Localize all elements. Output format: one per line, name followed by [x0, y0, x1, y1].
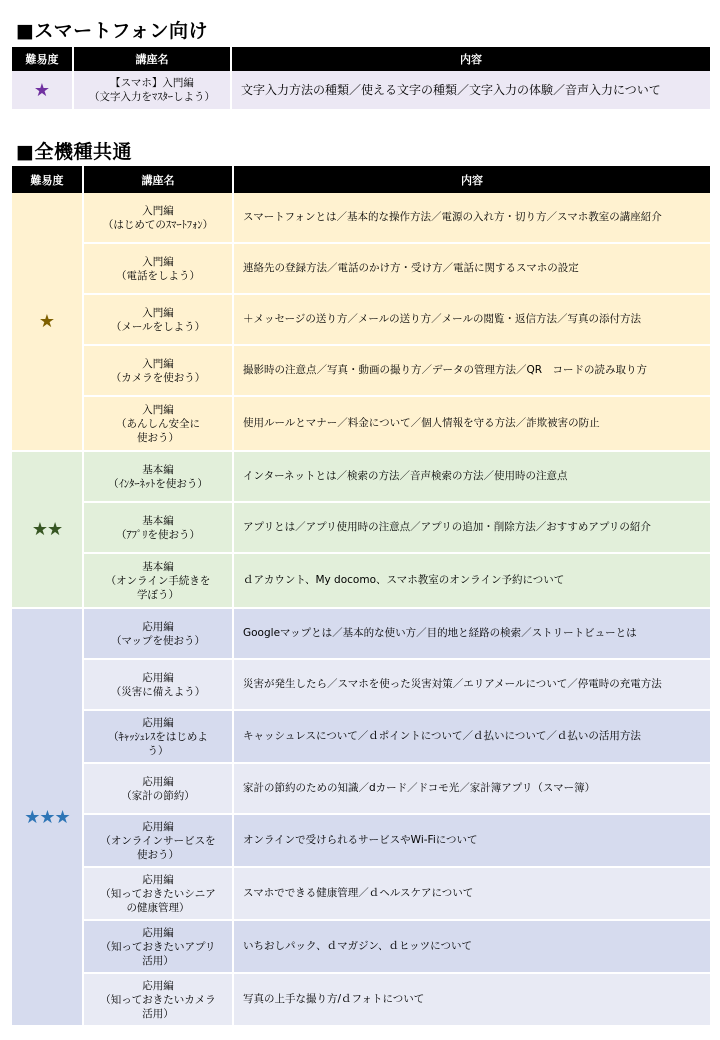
course-content: スマートフォンとは／基本的な操作方法／電源の入れ方・切り方／スマホ教室の講座紹介: [234, 193, 710, 244]
smartphone-course-table: [12, 47, 710, 109]
table-row: [12, 452, 710, 503]
difficulty-star-1: ★: [12, 71, 74, 109]
table-row: [12, 346, 710, 397]
course-name: 【スマホ】入門編 （文字入力をﾏｽﾀｰしよう）: [74, 71, 232, 109]
course-name: 基本編 （ｲﾝﾀｰﾈｯﾄを使おう）: [84, 452, 234, 503]
header-content: 内容: [232, 47, 710, 71]
course-content: 写真の上手な撮り方/ｄフォトについて: [234, 974, 710, 1027]
table-row: [12, 397, 710, 452]
course-content: キャッシュレスについて／ｄポイントについて／ｄ払いについて／ｄ払いの活用方法: [234, 711, 710, 764]
course-name: 応用編 （知っておきたいシニア の健康管理）: [84, 868, 234, 921]
table-row: [12, 711, 710, 764]
all-models-course-table: [12, 166, 710, 1027]
table-row: [12, 921, 710, 974]
course-content: 連絡先の登録方法／電話のかけ方・受け方／電話に関するスマホの設定: [234, 244, 710, 295]
course-name: 応用編 （知っておきたいカメラ 活用）: [84, 974, 234, 1027]
course-name: 応用編 （知っておきたいアプリ 活用）: [84, 921, 234, 974]
difficulty-star-1: ★: [12, 193, 84, 452]
course-content: オンラインで受けられるサービスやWi-Fiについて: [234, 815, 710, 868]
course-content: スマホでできる健康管理／ｄヘルスケアについて: [234, 868, 710, 921]
course-name: 応用編 （災害に備えよう）: [84, 660, 234, 711]
course-content: 災害が発生したら／スマホを使った災害対策／エリアメールについて／停電時の充電方法: [234, 660, 710, 711]
course-content: 文字入力方法の種類／使える文字の種類／文字入力の体験／音声入力について: [232, 71, 710, 109]
course-name: 基本編 （オンライン手続きを 学ぼう）: [84, 554, 234, 609]
header-course-name: 講座名: [74, 47, 232, 71]
header-difficulty: 難易度: [12, 47, 74, 71]
header-course-name: 講座名: [84, 166, 234, 193]
course-content: ＋メッセージの送り方／メールの送り方／メールの閲覧・返信方法／写真の添付方法: [234, 295, 710, 346]
course-name: 入門編 （はじめてのｽﾏｰﾄﾌｫﾝ）: [84, 193, 234, 244]
table-row: [12, 193, 710, 244]
table-row: [12, 609, 710, 660]
course-content: 使用ルールとマナー／料金について／個人情報を守る方法／詐欺被害の防止: [234, 397, 710, 452]
section-title-smartphone: ■スマートフォン向け: [16, 20, 209, 42]
course-content: インターネットとは／検索の方法／音声検索の方法／使用時の注意点: [234, 452, 710, 503]
course-content: アプリとは／アプリ使用時の注意点／アプリの追加・削除方法／おすすめアプリの紹介: [234, 503, 710, 554]
course-name: 入門編 （メールをしよう）: [84, 295, 234, 346]
table-row: [12, 71, 710, 109]
section-title-all-models: ■全機種共通: [16, 141, 132, 163]
course-name: 入門編 （電話をしよう）: [84, 244, 234, 295]
table-row: [12, 503, 710, 554]
table-row: [12, 554, 710, 609]
course-name: 応用編 （家計の節約）: [84, 764, 234, 815]
difficulty-star-3: ★★★: [12, 609, 84, 1027]
course-content: 撮影時の注意点／写真・動画の撮り方／データの管理方法／QR コードの読み取り方: [234, 346, 710, 397]
course-name: 応用編 （オンラインサービスを 使おう）: [84, 815, 234, 868]
table-row: [12, 295, 710, 346]
table-row: [12, 244, 710, 295]
table-row: [12, 764, 710, 815]
table-row: [12, 974, 710, 1027]
table-row: [12, 868, 710, 921]
course-content: 家計の節約のための知識／dカード／ドコモ光／家計簿アプリ（スマー簿）: [234, 764, 710, 815]
course-name: 入門編 （カメラを使おう）: [84, 346, 234, 397]
table-row: [12, 660, 710, 711]
difficulty-star-2: ★★: [12, 452, 84, 609]
course-name: 基本編 （ｱﾌﾟﾘを使おう）: [84, 503, 234, 554]
course-name: 応用編 （マップを使おう）: [84, 609, 234, 660]
course-name: 応用編 （ｷｬｯｼｭﾚｽをはじめよ う）: [84, 711, 234, 764]
header-difficulty: 難易度: [12, 166, 84, 193]
header-content: 内容: [234, 166, 710, 193]
course-content: Googleマップとは／基本的な使い方／目的地と経路の検索／ストリートビューとは: [234, 609, 710, 660]
table-row: [12, 815, 710, 868]
course-content: ｄアカウント、My docomo、スマホ教室のオンライン予約について: [234, 554, 710, 609]
course-content: いちおしパック、ｄマガジン、ｄヒッツについて: [234, 921, 710, 974]
course-name: 入門編 （あんしん安全に 使おう）: [84, 397, 234, 452]
